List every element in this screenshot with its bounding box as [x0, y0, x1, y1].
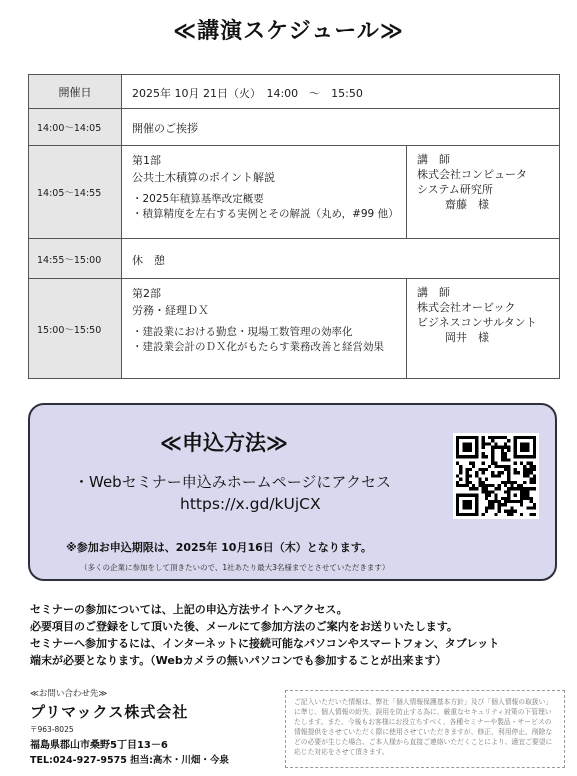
session-topic: 公共土木積算のポイント解説	[132, 171, 275, 184]
info-line: 必要項目のご登録をして頂いた後、メールにて参加方法のご案内をお送りいたします。	[30, 620, 458, 633]
speaker-role: 講 師	[417, 286, 450, 299]
time-cell: 14:05～14:55	[29, 146, 122, 239]
time-cell: 15:00～15:50	[29, 279, 122, 379]
application-note: （多くの企業に参加をして頂きたいので、1社あたり最大3名様までとさせていただきます）	[80, 563, 390, 572]
table-row	[29, 146, 560, 239]
session-bullet: ・積算精度を左右する実例とその解説（丸め，#99 他）	[132, 208, 399, 220]
time-cell: 14:55～15:00	[29, 239, 122, 279]
date-label: 開催日	[29, 75, 122, 109]
company-name: プリマックス株式会社	[30, 703, 189, 721]
speaker-name: 岡井 様	[445, 331, 489, 344]
application-link[interactable]: https://x.gd/kUjCX	[180, 495, 321, 513]
session-bullet: ・建設業会計のＤＸ化がもたらす業務改善と経営効果	[132, 341, 384, 353]
speaker-role: 講 師	[417, 153, 450, 166]
application-deadline: ※参加お申込期限は、2025年 10月16日（木）となります。	[66, 541, 372, 554]
privacy-notice: ご記入いただいた情報は、弊社「個人情報保護基本方針」及び「個人情報の取扱い」に準じ、個人情報の紛失、誤用を防止する為に、厳重なセキュリティ対策の下管理いたします。また、今後もお客様にお役立ちすべく、各種セミナーや製品・サービスの情報提供をさせていただく際に使用させていただきますが、修正、利用停止、削除などの必要が生じた場合、ご本人様から直接ご連絡いただくことにより、適宜ご要望に応じた対応をさせて頂きます。	[285, 690, 565, 768]
application-title: ≪申込方法≫	[160, 431, 288, 455]
info-line: セミナーへ参加するには、インターネットに接続可能なパソコンやスマートフォン、タブレット	[30, 637, 500, 650]
table-row	[29, 75, 560, 109]
session-bullet: ・建設業における勤怠・現場工数管理の効率化	[132, 326, 353, 338]
schedule-table	[28, 74, 560, 379]
info-line: 端末が必要となります。（Webカメラの無いパソコンでも参加することが出来ます）	[30, 654, 447, 667]
page-title: ≪講演スケジュール≫	[173, 19, 404, 44]
zip-code: 〒963-8025	[30, 725, 74, 734]
application-instruction: ・Webセミナー申込みホームページにアクセス	[74, 473, 391, 491]
opening-remarks: 開催のご挨拶	[122, 109, 560, 146]
table-row	[29, 109, 560, 146]
info-text	[30, 601, 570, 669]
session-part: 第2部	[132, 287, 161, 300]
speaker-company: 株式会社オービック	[417, 301, 516, 314]
speaker-name: 齋藤 様	[445, 198, 489, 211]
speaker-dept: システム研究所	[417, 183, 493, 196]
session-2	[122, 279, 407, 379]
application-box	[28, 403, 557, 581]
session-1	[122, 146, 407, 239]
company-address: 福島県郡山市桑野5丁目13－6	[30, 740, 168, 751]
session-bullet: ・2025年積算基準改定概要	[132, 193, 264, 205]
speaker-cell	[407, 146, 560, 239]
speaker-dept: ビジネスコンサルタント	[417, 316, 537, 329]
break: 休 憩	[122, 239, 560, 279]
company-tel: TEL:024-927-9575 担当:高木・川畑・今泉	[30, 755, 229, 766]
session-topic: 労務・経理ＤＸ	[132, 304, 209, 317]
table-row	[29, 279, 560, 379]
table-row	[29, 239, 560, 279]
speaker-company: 株式会社コンピュータ	[417, 168, 527, 181]
info-line: セミナーの参加については、上記の申込方法サイトへアクセス。	[30, 603, 348, 616]
session-part: 第1部	[132, 154, 161, 167]
time-cell: 14:00～14:05	[29, 109, 122, 146]
qr-code-icon[interactable]	[453, 433, 539, 519]
date-value: 2025年 10月 21日（火） 14:00 ～ 15:50	[122, 75, 560, 109]
speaker-cell	[407, 279, 560, 379]
contact-label: ≪お問い合わせ先≫	[30, 689, 108, 699]
